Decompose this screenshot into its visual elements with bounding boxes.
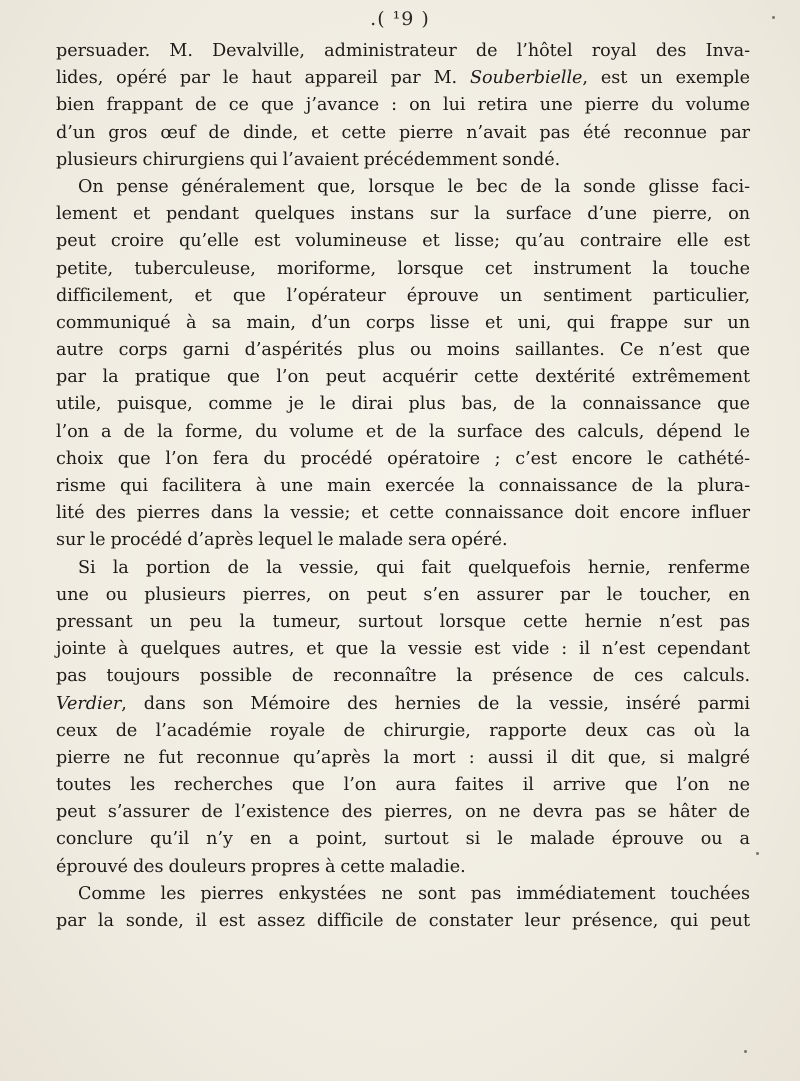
- text-line: [56, 419, 750, 446]
- text-line: [56, 582, 750, 609]
- text-line-content: l’on a de la forme, du volume et de la surface des calculs, dépend le: [56, 421, 750, 442]
- text-line: [56, 38, 750, 65]
- text-line: [56, 854, 750, 881]
- text-line: [56, 446, 750, 473]
- italic-name: Verdier: [56, 693, 122, 714]
- text-line-content: Comme les pierres enkystées ne sont pas immédiatement touchées: [78, 883, 750, 904]
- text-line-content: utile, puisque, comme je le dirai plus bas, de la connaissance que: [56, 394, 750, 415]
- text-line-content: jointe à quelques autres, et que la vessie est vide : il n’est cependant: [56, 639, 750, 660]
- text-line-content: pas toujours possible de reconnaître la présence de ces calculs.: [56, 666, 750, 687]
- italic-name: Souberbielle: [469, 68, 583, 89]
- text-line: [56, 663, 750, 690]
- text-line: [56, 310, 750, 337]
- text-line: [56, 256, 750, 283]
- text-line-content: autre corps garni d’aspérités plus ou moins saillantes. Ce n’est que: [56, 340, 750, 361]
- text-line-content: peut croire qu’elle est volumineuse et lisse; qu’au contraire elle est: [56, 231, 750, 252]
- text-line-content: peut s’assurer de l’existence des pierres, on ne devra pas se hâter de: [56, 802, 750, 823]
- paper-speck: [744, 1050, 747, 1053]
- text-line: [56, 881, 750, 908]
- text-line-content: lides, opéré par le haut appareil par M.: [56, 68, 470, 89]
- text-line: [56, 364, 750, 391]
- text-line-content: d’un gros œuf de dinde, et cette pierre n’avait pas été reconnue par: [56, 122, 750, 143]
- text-line: [56, 718, 750, 745]
- text-line-content: par la sonde, il est assez difficile de constater leur présence, qui peut: [56, 911, 750, 931]
- text-line: [56, 201, 750, 228]
- text-line: [56, 120, 750, 147]
- text-line: [56, 609, 750, 636]
- text-line: [56, 473, 750, 500]
- text-line-content: petite, tuberculeuse, moriforme, lorsque cet instrument la touche: [56, 258, 750, 279]
- text-line-content: une ou plusieurs pierres, on peut s’en assurer par le toucher, en: [56, 584, 750, 605]
- text-line-continuation: , dans son Mémoire des hernies de la vessie, inséré parmi: [121, 693, 750, 714]
- text-line: [56, 527, 750, 554]
- text-line: [56, 500, 750, 527]
- text-line: [56, 337, 750, 364]
- text-line: [56, 283, 750, 310]
- text-line-content: Si la portion de la vessie, qui fait quelquefois hernie, renferme: [78, 557, 750, 578]
- text-line-content: risme qui facilitera à une main exercée la connaissance de la plura-: [56, 476, 750, 496]
- body-text: [56, 38, 750, 935]
- text-line: [56, 908, 750, 935]
- text-line-content: lité des pierres dans la vessie; et cette connaissance doit encore influer: [56, 503, 750, 524]
- text-line: [56, 391, 750, 418]
- text-line: [56, 228, 750, 255]
- text-line: [56, 65, 750, 92]
- text-line-content: choix que l’on fera du procédé opératoire ; c’est encore le cathété-: [56, 448, 750, 469]
- paper-speck: [772, 16, 775, 19]
- text-line: [56, 174, 750, 201]
- text-line-content: toutes les recherches que l’on aura faites il arrive que l’on ne: [56, 775, 750, 796]
- text-line: [56, 555, 750, 582]
- text-line-content: lement et pendant quelques instans sur la surface d’une pierre, on: [56, 204, 750, 225]
- text-line-content: bien frappant de ce que j’avance : on lui retira une pierre du volume: [56, 95, 750, 116]
- text-line: [56, 826, 750, 853]
- paper-speck: [756, 852, 759, 855]
- text-line-content: difficilement, et que l’opérateur éprouve un sentiment particulier,: [56, 285, 750, 306]
- page-number-header: .( ¹9 ): [370, 8, 430, 30]
- text-line: [56, 636, 750, 663]
- text-line-content: communiqué à sa main, d’un corps lisse et uni, qui frappe sur un: [56, 312, 750, 333]
- text-line-content: pierre ne fut reconnue qu’après la mort : aussi il dit que, si malgré: [56, 747, 750, 768]
- text-line: [56, 147, 750, 174]
- text-line-content: conclure qu’il n’y en a point, surtout si le malade éprouve ou a: [56, 829, 750, 850]
- text-line: [56, 92, 750, 119]
- text-line-content: persuader. M. Devalville, administrateur de l’hôtel royal des Inva-: [56, 41, 750, 61]
- text-line-content: ceux de l’académie royale de chirurgie, rapporte deux cas où la: [56, 720, 750, 741]
- text-line-content: pressant un peu la tumeur, surtout lorsque cette hernie n’est pas: [56, 611, 750, 632]
- text-line-content: sur le procédé d’après lequel le malade sera opéré.: [56, 530, 508, 551]
- text-line-content: éprouvé des douleurs propres à cette maladie.: [56, 856, 466, 877]
- text-line-content: On pense généralement que, lorsque le bec de la sonde glisse faci-: [78, 176, 750, 197]
- text-line-continuation: , est un exemple: [582, 68, 750, 89]
- text-line: [56, 745, 750, 772]
- text-line: [56, 691, 750, 718]
- text-line-content: par la pratique que l’on peut acquérir cette dextérité extrêmement: [56, 367, 750, 388]
- text-line-content: plusieurs chirurgiens qui l’avaient précédemment sondé.: [56, 149, 561, 170]
- text-line: [56, 799, 750, 826]
- text-line: [56, 772, 750, 799]
